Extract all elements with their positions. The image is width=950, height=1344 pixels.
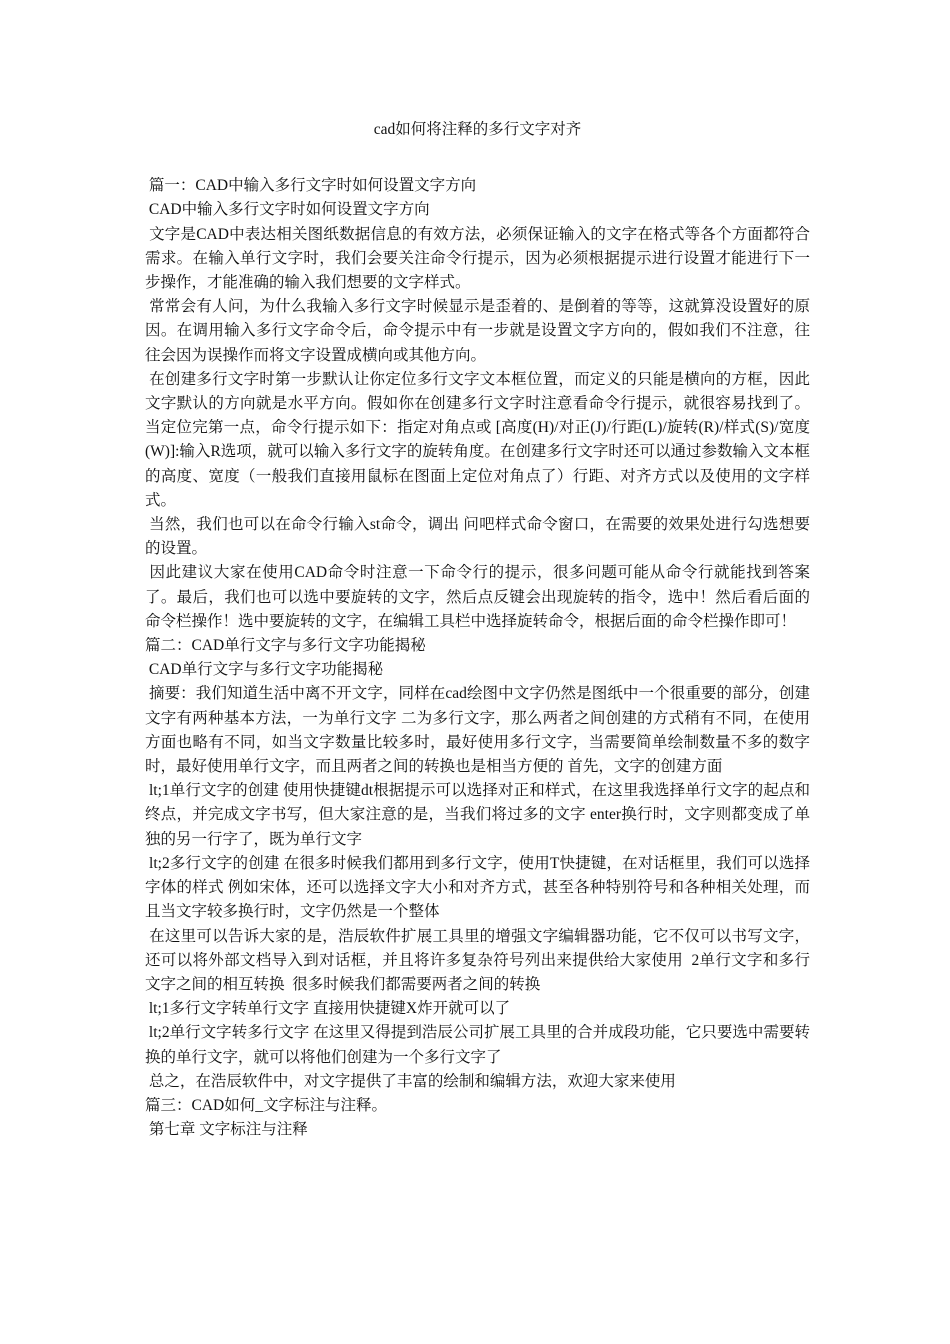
paragraph: lt;2单行文字转多行文字 在这里又得提到浩辰公司扩展工具里的合并成段功能，它只要选中需要转换的单行文字，就可以将他们创建为一个多行文字了 — [145, 1024, 810, 1066]
section-heading-2: 篇二：CAD单行文字与多行文字功能揭秘 — [145, 637, 426, 655]
paragraph: 当然，我们也可以在命令行输入st命令，调出 问吧样式命令窗口，在需要的效果处进行勾选想要的设置。 — [145, 516, 810, 558]
article-title-1: CAD中输入多行文字时如何设置文字方向 — [145, 201, 430, 219]
section-heading-1: 篇一：CAD中输入多行文字时如何设置文字方向 — [145, 177, 477, 195]
paragraph: 常常会有人问，为什么我输入多行文字时候显示是歪着的、是倒着的等等，这就算没设置好的原因。在调用输入多行文字命令后，命令提示中有一步就是设置文字方向的，假如我们不注意，往往会因为误操作而将文字设置成横向或其他方向。 — [145, 298, 810, 364]
document-title: cad如何将注释的多行文字对齐 — [373, 121, 582, 138]
paragraph: 在创建多行文字时第一步默认让你定位多行文字文本框位置，而定义的只能是横向的方框，因此文字默认的方向就是水平方向。假如你在创建多行文字时注意看命令行提示，就很容易找到了。当定位完第一点，命令行提示如下：指定对角点或 [高度(H)/对正(J)/行距(L)/旋转(R)/样式(S)/宽度(W)]:输入R选项，就可以输入多行文字的旋转角度。在创建多行文字时还可以通过参数输入文本框的高度、宽度（一般我们直接用鼠标在图面上定位对角点了）行距、对齐方式以及使用的文字样式。 — [145, 370, 810, 509]
document-page — [145, 118, 810, 1142]
paragraph: 在这里可以告诉大家的是，浩辰软件扩展工具里的增强文字编辑器功能，它不仅可以书写文字，还可以将外部文档导入到对话框，并且将许多复杂符号列出来提供给大家使用 2单行文字和多行文字之间的相互转换 很多时候我们都需要两者之间的转换 — [145, 927, 810, 993]
paragraph: 总之，在浩辰软件中，对文字提供了丰富的绘制和编辑方法，欢迎大家来使用 — [145, 1072, 676, 1090]
chapter-title: 第七章 文字标注与注释 — [145, 1121, 308, 1139]
paragraph: lt;1多行文字转单行文字 直接用快捷键X炸开就可以了 — [145, 1000, 511, 1018]
paragraph: 摘要：我们知道生活中离不开文字，同样在cad绘图中文字仍然是图纸中一个很重要的部分，创建文字有两种基本方法，一为单行文字 二为多行文字，那么两者之间创建的方式稍有不同，在使用方面也略有不同，如当文字数量比较多时，最好使用多行文字，当需要简单绘制数量不多的数字时，最好使用单行文字，而且两者之间的转换也是相当方便的 首先，文字的创建方面 — [145, 685, 811, 776]
paragraph: 因此建议大家在使用CAD命令时注意一下命令行的提示，很多问题可能从命令行就能找到答案了。最后，我们也可以选中要旋转的文字，然后点反键会出现旋转的指令，选中！然后看后面的命令栏操作！选中要旋转的文字，在编辑工具栏中选择旋转命令，根据后面的命令栏操作即可！ — [145, 564, 811, 630]
section-heading-3: 篇三：CAD如何_文字标注与注释。 — [145, 1096, 387, 1114]
paragraph: lt;2多行文字的创建 在很多时候我们都用到多行文字，使用T快捷键，在对话框里，我们可以选择字体的样式 例如宋体，还可以选择文字大小和对齐方式，甚至各种特别符号和各种相关处理，而且当文字较多换行时，文字仍然是一个整体 — [145, 854, 811, 921]
article-title-2: CAD单行文字与多行文字功能揭秘 — [145, 661, 384, 679]
paragraph: 文字是CAD中表达相关图纸数据信息的有效方法，必须保证输入的文字在格式等各个方面都符合需求。在输入单行文字时，我们会要关注命令行提示，因为必须根据提示进行设置才能进行下一步操作，才能准确的输入我们想要的文字样式。 — [145, 225, 811, 292]
paragraph: lt;1单行文字的创建 使用快捷键dt根据提示可以选择对正和样式，在这里我选择单行文字的起点和终点，并完成文字书写，但大家注意的是，当我们将过多的文字 enter换行时，文字则都变成了单独的另一行字了，既为单行文字 — [145, 782, 810, 848]
